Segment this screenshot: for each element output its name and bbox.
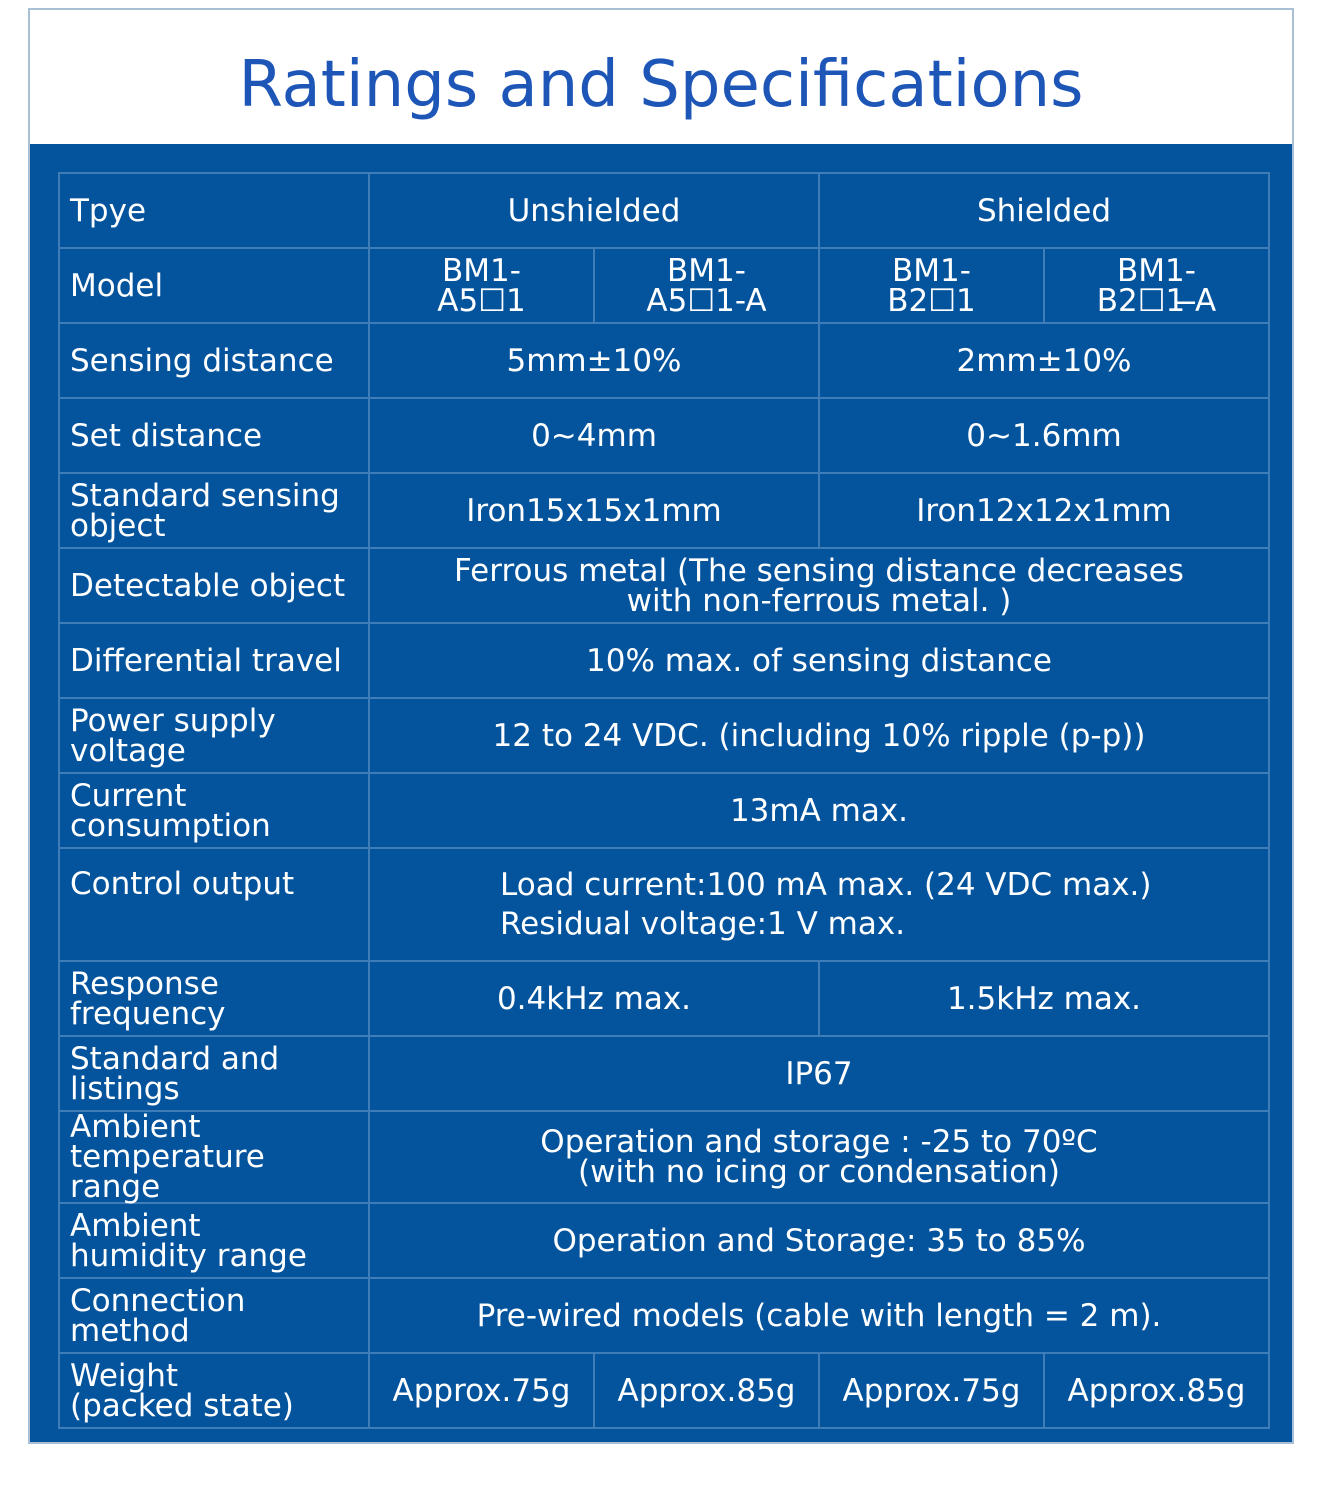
row-label: Standard sensing object [59,473,369,548]
table-cell: IP67 [369,1036,1269,1111]
table-cell: 13mA max. [369,773,1269,848]
table-row [59,773,1269,848]
table-cell: 1.5kHz max. [819,961,1269,1036]
table-row [59,1203,1269,1278]
table-cell: Iron15x15x1mm [369,473,819,548]
page-title: Ratings and Specifications [238,48,1084,122]
table-row [59,248,1269,323]
table-row [59,473,1269,548]
row-label: Control output [59,848,369,961]
table-cell: Load current:100 mA max. (24 VDC max.) Residual voltage:1 V max. [369,848,1269,961]
table-row [59,698,1269,773]
table-cell: Approx.75g [819,1353,1044,1428]
row-label: Weight (packed state) [59,1353,369,1428]
table-row [59,1353,1269,1428]
table-cell: Approx.75g [369,1353,594,1428]
table-cell: Unshielded [369,173,819,248]
table-cell: BM1- A5☐1 [369,248,594,323]
table-cell: 0~4mm [369,398,819,473]
spec-sheet [28,8,1294,1444]
row-label: Current consumption [59,773,369,848]
row-label: Ambient humidity range [59,1203,369,1278]
row-label: Standard and listings [59,1036,369,1111]
table-cell: 10% max. of sensing distance [369,623,1269,698]
row-label: Tpye [59,173,369,248]
row-label: Model [59,248,369,323]
table-cell: BM1- A5☐1-A [594,248,819,323]
table-cell: Iron12x12x1mm [819,473,1269,548]
table-cell: Operation and storage : -25 to 70ºC (with no icing or condensation) [369,1111,1269,1203]
table-row [59,1111,1269,1203]
table-cell: Operation and Storage: 35 to 85% [369,1203,1269,1278]
table-row [59,398,1269,473]
table-cell: BM1- B2☐1 [819,248,1044,323]
row-label: Ambient temperature range [59,1111,369,1203]
table-row [59,961,1269,1036]
table-cell: 2mm±10% [819,323,1269,398]
table-cell: Approx.85g [1044,1353,1269,1428]
table-cell: 5mm±10% [369,323,819,398]
table-row [59,323,1269,398]
row-label: Power supply voltage [59,698,369,773]
row-label: Connection method [59,1278,369,1353]
spec-table [58,172,1270,1429]
table-row [59,848,1269,961]
table-cell: 0.4kHz max. [369,961,819,1036]
table-cell: Shielded [819,173,1269,248]
table-row [59,173,1269,248]
row-label: Set distance [59,398,369,473]
table-cell: 12 to 24 VDC. (including 10% ripple (p-p)) [369,698,1269,773]
row-label: Sensing distance [59,323,369,398]
table-cell: 0~1.6mm [819,398,1269,473]
table-row [59,1278,1269,1353]
row-label: Response frequency [59,961,369,1036]
table-cell: BM1- B2☐1 ̶A [1044,248,1269,323]
table-row [59,623,1269,698]
row-label: Detectable object [59,548,369,623]
table-row [59,548,1269,623]
spec-panel [30,144,1292,1442]
table-cell: Pre-wired models (cable with length = 2 m). [369,1278,1269,1353]
table-row [59,1036,1269,1111]
table-cell: Approx.85g [594,1353,819,1428]
table-cell: Ferrous metal (The sensing distance decreases with non-ferrous metal. ) [369,548,1269,623]
row-label: Differential travel [59,623,369,698]
